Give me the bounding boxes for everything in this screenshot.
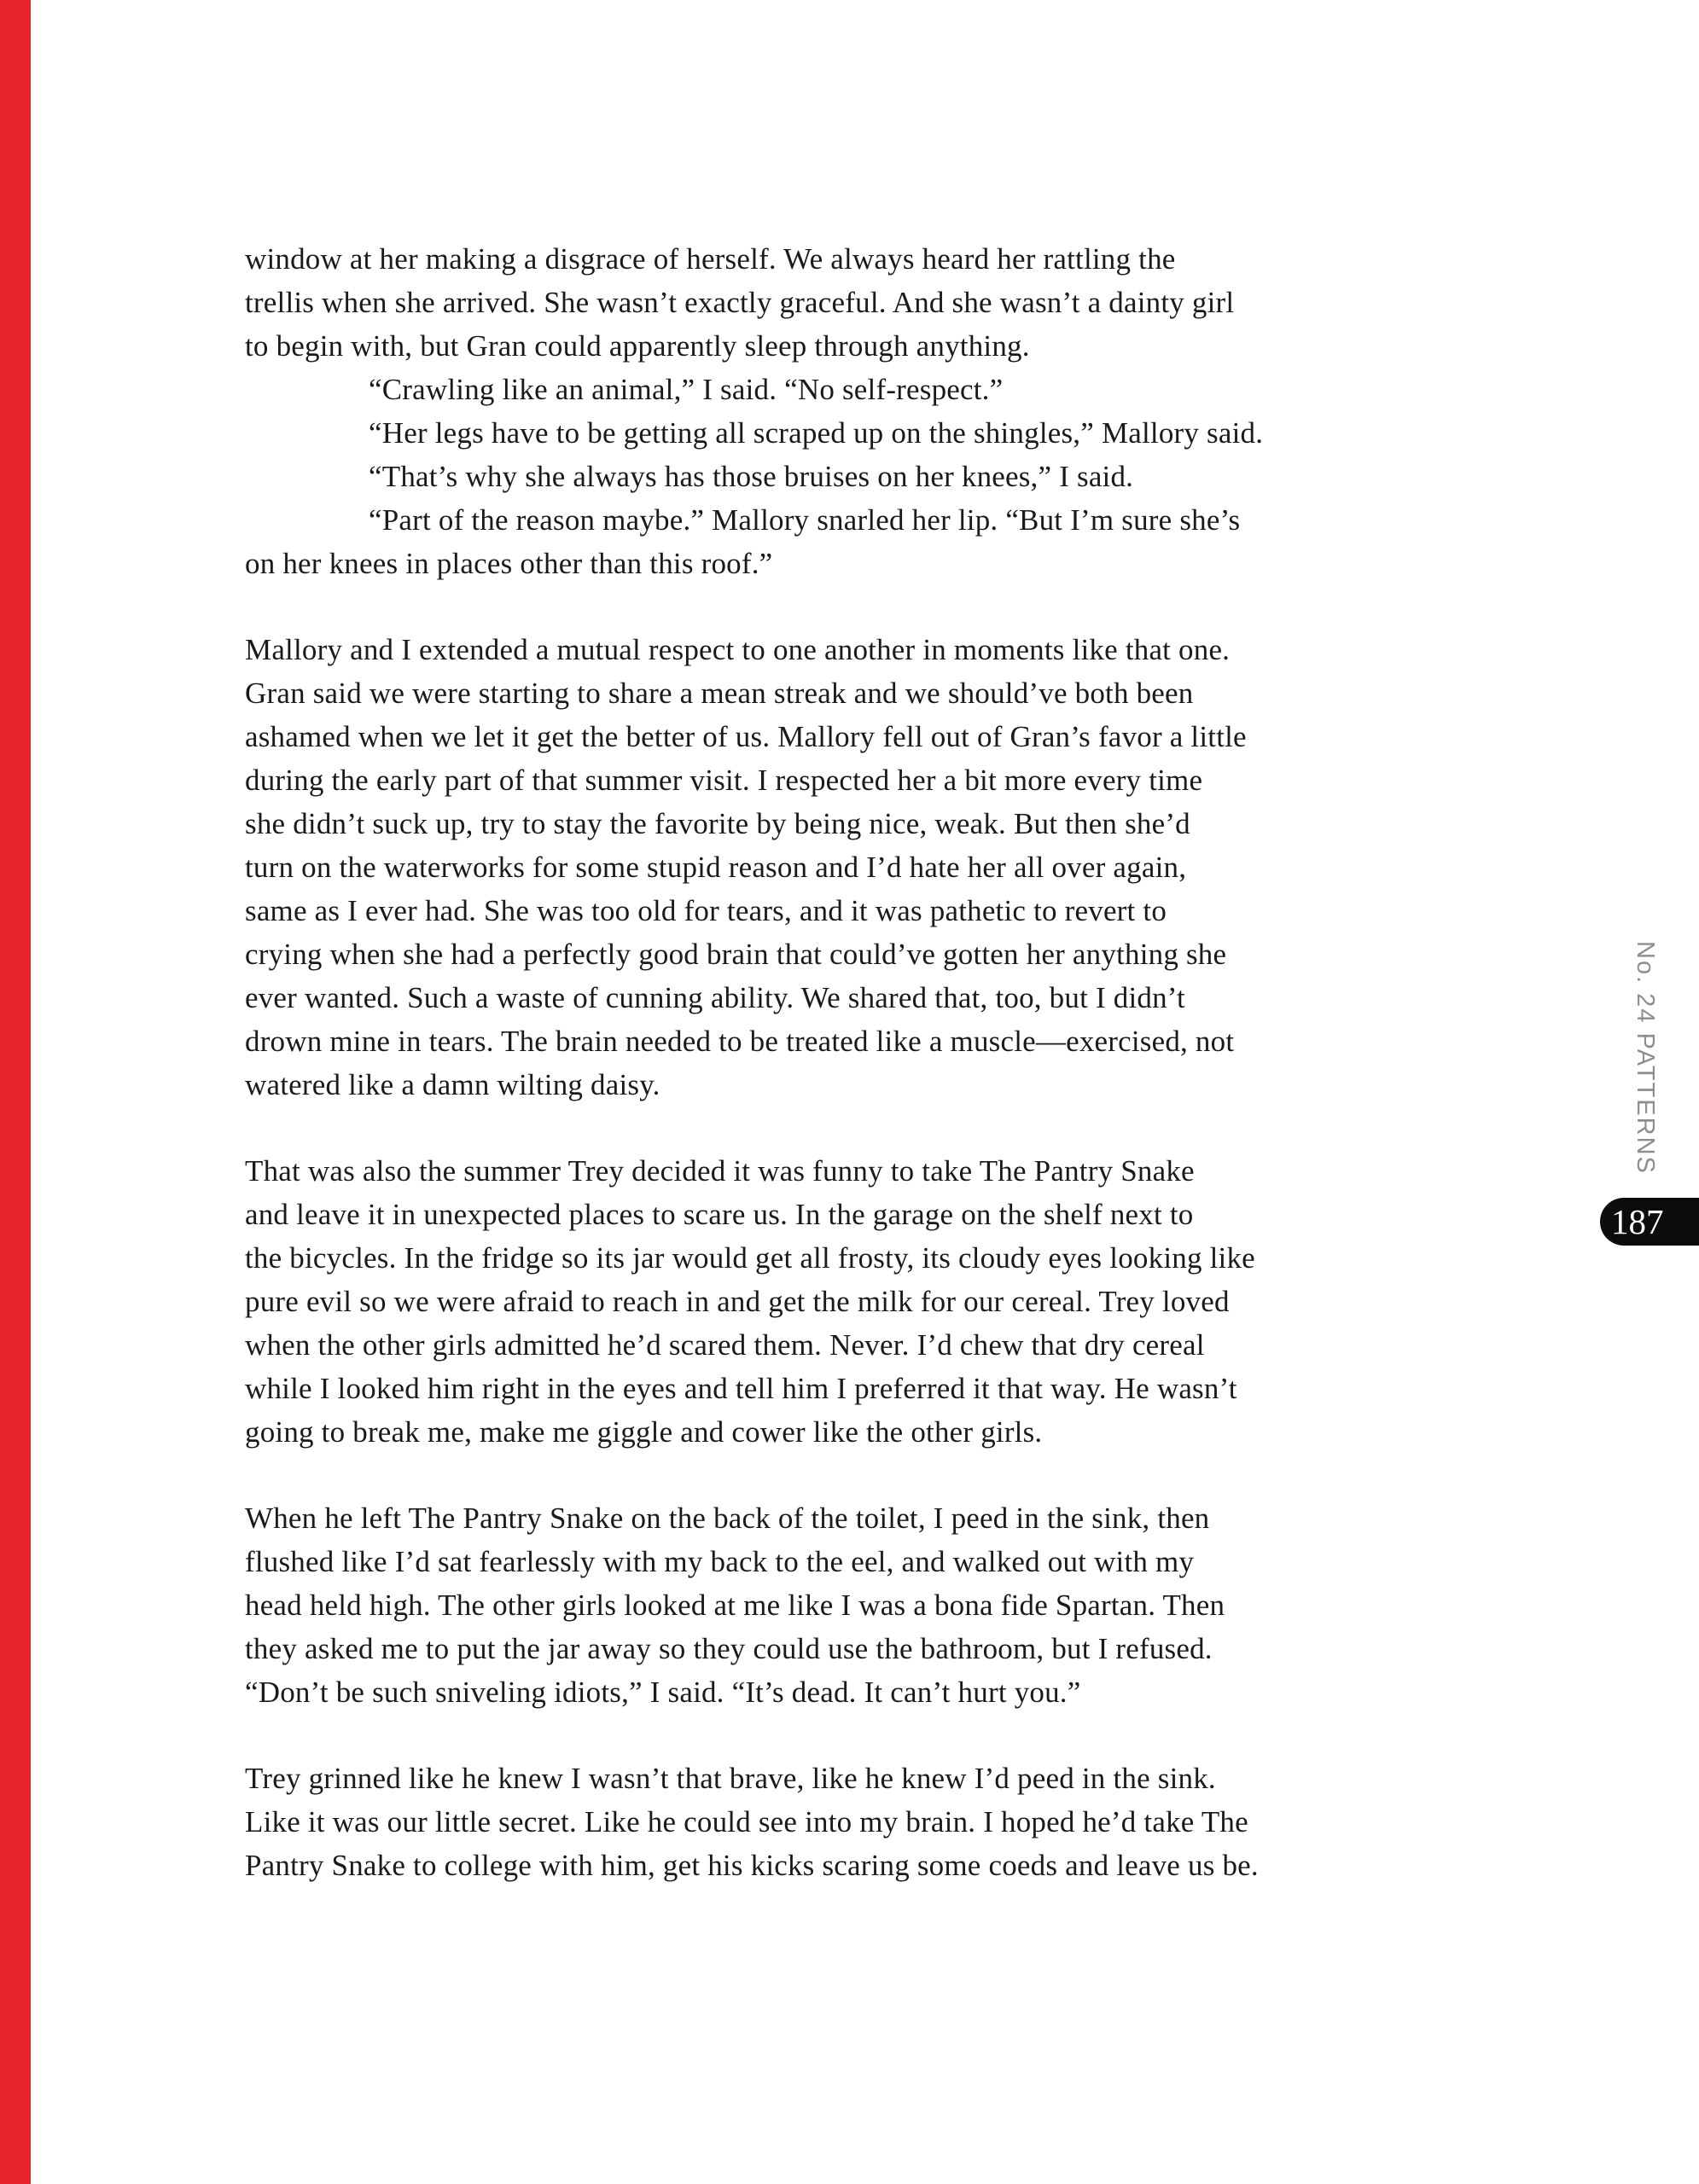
text-line: When he left The Pantry Snake on the back of the toilet, I peed in the sink, then [245, 1502, 1210, 1535]
text-line: going to break me, make me giggle and cower like the other girls. [245, 1415, 1043, 1449]
page-number-badge [1600, 1198, 1699, 1246]
text-line: “That’s why she always has those bruises on her knees,” I said. [369, 460, 1134, 493]
text-line: Pantry Snake to college with him, get his kicks scaring some coeds and leave us be. [245, 1849, 1259, 1882]
text-line: and leave it in unexpected places to scare us. In the garage on the shelf next to [245, 1198, 1194, 1231]
body-text-block [245, 237, 1465, 1887]
text-line: during the early part of that summer visit. I respected her a bit more every time [245, 764, 1203, 797]
text-line: drown mine in tears. The brain needed to be treated like a muscle—exercised, not [245, 1025, 1235, 1058]
paragraph [245, 1757, 1465, 1887]
paragraph [245, 1149, 1465, 1454]
text-line: turn on the waterworks for some stupid reason and I’d hate her all over again, [245, 851, 1187, 884]
text-line: while I looked him right in the eyes and tell him I preferred it that way. He wasn’t [245, 1372, 1237, 1405]
text-line: to begin with, but Gran could apparently sleep through anything. [245, 329, 1030, 363]
text-line: Trey grinned like he knew I wasn’t that brave, like he knew I’d peed in the sink. [245, 1762, 1216, 1795]
page-number: 187 [1611, 1201, 1664, 1241]
text-line: Like it was our little secret. Like he could see into my brain. I hoped he’d take The [245, 1805, 1248, 1838]
text-line: they asked me to put the jar away so they could use the bathroom, but I refused. [245, 1632, 1213, 1665]
text-line: crying when she had a perfectly good brain that could’ve gotten her anything she [245, 938, 1227, 971]
text-line: Mallory and I extended a mutual respect to one another in moments like that one. [245, 633, 1231, 666]
text-line: window at her making a disgrace of herself. We always heard her rattling the [245, 242, 1176, 276]
text-line: when the other girls admitted he’d scared them. Never. I’d chew that dry cereal [245, 1328, 1205, 1362]
text-line: Gran said we were starting to share a mean streak and we should’ve both been [245, 677, 1194, 710]
text-line: trellis when she arrived. She wasn’t exactly graceful. And she wasn’t a dainty girl [245, 286, 1235, 319]
sprayed-edge-stripe [0, 0, 31, 2184]
text-line: on her knees in places other than this roof.” [245, 547, 773, 580]
text-line: same as I ever had. She was too old for tears, and it was pathetic to revert to [245, 894, 1167, 927]
text-line: head held high. The other girls looked at me like I was a bona fide Spartan. Then [245, 1589, 1225, 1622]
chapter-sidebar-label: No. 24 PATTERNS [1632, 941, 1659, 1175]
text-line: the bicycles. In the fridge so its jar would get all frosty, its cloudy eyes looking like [245, 1241, 1255, 1275]
text-line: “Don’t be such sniveling idiots,” I said. “It’s dead. It can’t hurt you.” [245, 1676, 1081, 1709]
text-line: “Crawling like an animal,” I said. “No self-respect.” [369, 373, 1004, 406]
text-line: flushed like I’d sat fearlessly with my back to the eel, and walked out with my [245, 1545, 1195, 1578]
text-line: ever wanted. Such a waste of cunning ability. We shared that, too, but I didn’t [245, 981, 1185, 1014]
text-line: she didn’t suck up, try to stay the favorite by being nice, weak. But then she’d [245, 807, 1190, 840]
text-line: “Part of the reason maybe.” Mallory snarled her lip. “But I’m sure she’s [369, 503, 1241, 537]
text-line: “Her legs have to be getting all scraped up on the shingles,” Mallory said. [369, 416, 1264, 450]
paragraph [245, 628, 1465, 1107]
text-line: pure evil so we were afraid to reach in and get the milk for our cereal. Trey loved [245, 1285, 1230, 1318]
paragraph [245, 237, 1465, 585]
text-line: That was also the summer Trey decided it was funny to take The Pantry Snake [245, 1154, 1195, 1188]
paragraph [245, 1496, 1465, 1714]
text-line: watered like a damn wilting daisy. [245, 1068, 660, 1101]
text-line: ashamed when we let it get the better of us. Mallory fell out of Gran’s favor a little [245, 720, 1247, 753]
